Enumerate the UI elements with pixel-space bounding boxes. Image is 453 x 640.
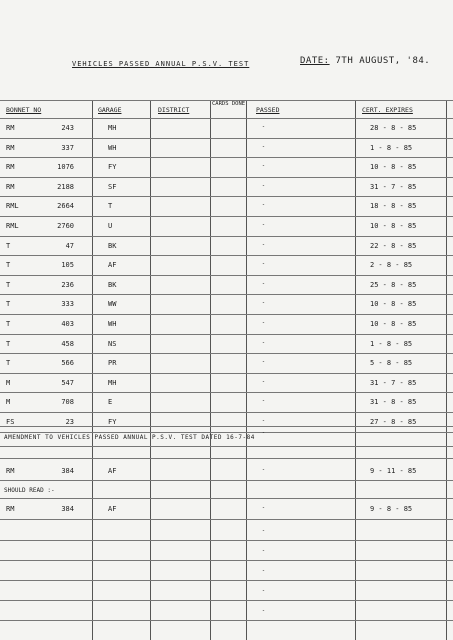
cert-expiry: 31 - 7 - 85 — [370, 378, 417, 387]
bonnet-number: 333 — [61, 300, 74, 309]
row-rule — [0, 118, 453, 119]
garage-code: U — [108, 222, 113, 230]
table-row — [0, 119, 453, 139]
passed-mark: ″ — [262, 590, 266, 596]
header-passed: PASSED — [256, 106, 280, 114]
bonnet-prefix: T — [6, 359, 11, 368]
table-row — [0, 374, 453, 394]
passed-mark: ″ — [262, 243, 266, 250]
garage-code: FY — [108, 418, 117, 426]
bonnet-number: 2188 — [57, 182, 74, 191]
passed-mark: ″ — [262, 530, 266, 536]
bonnet-prefix: RM — [6, 182, 15, 191]
bonnet-prefix: FS — [6, 418, 15, 426]
row-rule — [0, 255, 453, 256]
passed-mark: ″ — [262, 224, 266, 230]
row-rule — [0, 138, 453, 139]
cert-expiry: 31 - 7 - 85 — [370, 182, 417, 191]
row-rule — [0, 353, 453, 354]
garage-code: T — [108, 202, 113, 211]
passed-mark: ″ — [262, 432, 266, 438]
date-value: 7TH AUGUST, '84. — [335, 56, 431, 66]
row-rule — [0, 580, 453, 581]
garage-code: AF — [108, 505, 117, 513]
bonnet-number: 23 — [65, 418, 74, 426]
garage-code: E — [108, 398, 113, 407]
row-rule — [0, 519, 453, 520]
header-cards-done: CARDS DONE — [212, 101, 246, 107]
bonnet-number: 47 — [65, 241, 74, 250]
row-rule — [0, 392, 453, 393]
bonnet-prefix: RM — [6, 124, 15, 132]
should-read-note: SHOULD READ :- — [4, 487, 55, 494]
row-rule — [0, 334, 453, 335]
row-rule — [0, 100, 453, 101]
passed-mark: ″ — [262, 263, 266, 270]
row-rule — [0, 498, 453, 499]
passed-mark: ″ — [262, 341, 266, 348]
table-row — [0, 139, 453, 159]
bonnet-prefix: T — [6, 320, 11, 328]
passed-mark: ″ — [262, 361, 266, 368]
cert-expiry: 10 - 8 - 85 — [370, 222, 417, 230]
bonnet-number: 547 — [61, 378, 74, 387]
table-row — [0, 295, 453, 315]
table-row — [0, 237, 453, 257]
garage-code: BK — [108, 241, 117, 250]
document-date — [300, 56, 430, 66]
header-garage: GARAGE — [98, 106, 122, 114]
garage-code: BK — [108, 280, 117, 289]
table-row — [0, 335, 453, 355]
cert-expiry: 31 - 8 - 85 — [370, 398, 417, 407]
bonnet-number: 384 — [61, 467, 74, 475]
garage-code: AF — [108, 467, 117, 475]
header-bonnet: BONNET NO — [6, 106, 42, 114]
passed-mark: ″ — [262, 126, 266, 132]
row-rule — [0, 480, 453, 481]
bonnet-number: 403 — [61, 320, 74, 328]
row-rule — [0, 314, 453, 315]
table-row — [0, 256, 453, 276]
row-rule — [0, 446, 453, 447]
passed-mark: ″ — [262, 550, 266, 556]
cert-expiry: 10 - 8 - 85 — [370, 163, 417, 172]
bonnet-number: 105 — [61, 261, 74, 270]
bonnet-number: 2760 — [57, 222, 74, 230]
bonnet-number: 337 — [61, 143, 74, 152]
bonnet-prefix: RM — [6, 143, 15, 152]
passed-mark: ″ — [262, 469, 266, 475]
cert-expiry: 10 - 8 - 85 — [370, 320, 417, 328]
garage-code: SF — [108, 182, 117, 191]
cert-expiry: 18 - 8 - 85 — [370, 202, 417, 211]
bonnet-prefix: RML — [6, 202, 19, 211]
passed-mark: ″ — [262, 380, 266, 387]
document-title: VEHICLES PASSED ANNUAL P.S.V. TEST — [72, 60, 250, 68]
header-district: DISTRICT — [158, 106, 190, 114]
row-rule — [0, 432, 453, 433]
table-row — [0, 393, 453, 413]
garage-code: AF — [108, 261, 117, 270]
row-rule — [0, 540, 453, 541]
amendment-note: AMENDMENT TO VEHICLES PASSED ANNUAL P.S.V. TEST DATED 16-7-84 — [4, 434, 255, 441]
bonnet-number: 708 — [61, 398, 74, 407]
row-rule — [0, 560, 453, 561]
bonnet-prefix: M — [6, 398, 11, 407]
bonnet-prefix: T — [6, 339, 11, 348]
header-cert-expires: CERT. EXPIRES — [362, 106, 413, 114]
bonnet-number: 458 — [61, 339, 74, 348]
garage-code: WW — [108, 300, 117, 309]
table-row — [0, 276, 453, 296]
row-rule — [0, 458, 453, 459]
cert-expiry: 2 - 8 - 85 — [370, 261, 413, 270]
row-rule — [0, 177, 453, 178]
bonnet-prefix: M — [6, 378, 11, 387]
row-rule — [0, 412, 453, 413]
garage-code: NS — [108, 339, 117, 348]
bonnet-number: 384 — [61, 505, 74, 513]
passed-mark: ″ — [262, 204, 266, 211]
passed-mark: ″ — [262, 184, 266, 191]
passed-mark: ″ — [262, 400, 266, 407]
row-rule — [0, 620, 453, 621]
cert-expiry: 5 - 8 - 85 — [370, 359, 413, 368]
garage-code: WH — [108, 320, 117, 328]
amendment-row — [0, 462, 453, 482]
bonnet-number: 236 — [61, 280, 74, 289]
garage-code: FY — [108, 163, 117, 172]
passed-mark: ″ — [262, 507, 266, 513]
passed-mark: ″ — [262, 145, 266, 152]
table-row — [0, 178, 453, 198]
passed-mark: ″ — [262, 420, 266, 426]
passed-mark: ″ — [262, 302, 266, 309]
bonnet-prefix: RML — [6, 222, 19, 230]
cert-expiry: 10 - 8 - 85 — [370, 300, 417, 309]
garage-code: MH — [108, 124, 117, 132]
bonnet-prefix: RM — [6, 163, 15, 172]
table-row — [0, 158, 453, 178]
bonnet-prefix: RM — [6, 467, 15, 475]
date-label: DATE: — [300, 56, 330, 66]
cert-expiry: 9 - 11 - 85 — [370, 467, 417, 475]
table-row — [0, 197, 453, 217]
garage-code: WH — [108, 143, 117, 152]
cert-expiry: 1 - 8 - 85 — [370, 339, 413, 348]
row-rule — [0, 216, 453, 217]
cert-expiry: 22 - 8 - 85 — [370, 241, 417, 250]
amendment-row — [0, 500, 453, 520]
table-row — [0, 413, 453, 433]
row-rule — [0, 373, 453, 374]
cert-expiry: 28 - 8 - 85 — [370, 124, 417, 132]
cert-expiry: 1 - 8 - 85 — [370, 143, 413, 152]
garage-code: MH — [108, 378, 117, 387]
row-rule — [0, 236, 453, 237]
bonnet-prefix: T — [6, 280, 11, 289]
row-rule — [0, 275, 453, 276]
row-rule — [0, 196, 453, 197]
passed-mark: ″ — [262, 165, 266, 172]
passed-mark: ″ — [262, 610, 266, 616]
table-row — [0, 315, 453, 335]
cert-expiry: 27 - 8 - 85 — [370, 418, 417, 426]
bonnet-number: 566 — [61, 359, 74, 368]
row-rule — [0, 157, 453, 158]
bonnet-prefix: T — [6, 300, 11, 309]
row-rule — [0, 426, 453, 427]
row-rule — [0, 600, 453, 601]
row-rule — [0, 294, 453, 295]
garage-code: PR — [108, 359, 117, 368]
passed-mark: ″ — [262, 282, 266, 289]
table-row — [0, 354, 453, 374]
bonnet-number: 1076 — [57, 163, 74, 172]
cert-expiry: 25 - 8 - 85 — [370, 280, 417, 289]
bonnet-number: 2664 — [57, 202, 74, 211]
bonnet-prefix: T — [6, 241, 11, 250]
bonnet-prefix: RM — [6, 505, 15, 513]
passed-mark: ″ — [262, 570, 266, 576]
bonnet-prefix: T — [6, 261, 11, 270]
passed-mark: ″ — [262, 322, 266, 328]
table-row — [0, 217, 453, 237]
cert-expiry: 9 - 8 - 85 — [370, 505, 413, 513]
bonnet-number: 243 — [61, 124, 74, 132]
